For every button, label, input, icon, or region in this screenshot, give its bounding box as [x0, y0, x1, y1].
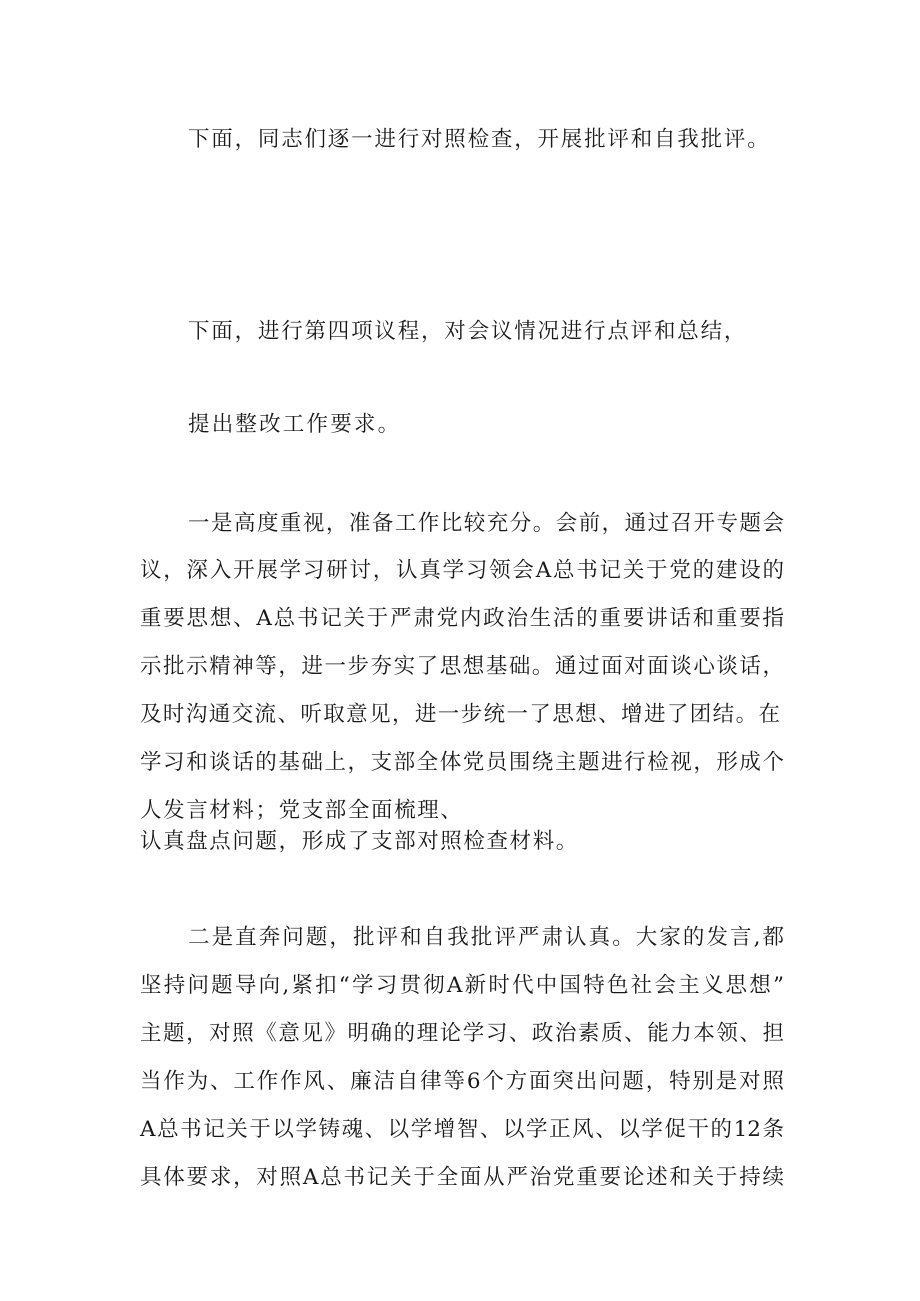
text-line-rectification: 提出整改工作要求。 — [188, 412, 402, 437]
paragraph-line: 具体要求，对照A总书记关于全面从严治党重要论述和关于持续 — [140, 1165, 784, 1190]
paragraph-line: 及时沟通交流、听取意见，进一步统一了思想、增进了团结。在 — [140, 702, 780, 727]
text-line-self-criticism: 下面，同志们逐一进行对照检查，开展批评和自我批评。 — [188, 127, 771, 152]
paragraph-line: 学习和谈话的基础上，支部全体党员围绕主题进行检视，形成个 — [140, 750, 784, 775]
paragraph-line: 坚持问题导向,紧扣“学习贯彻A新时代中国特色社会主义思想” — [140, 973, 784, 998]
paragraph-line: 重要思想、A总书记关于严肃党内政治生活的重要讲话和重要指 — [140, 606, 784, 631]
paragraph-line: 示批示精神等，进一步夯实了思想基础。通过面对面谈心谈话， — [140, 654, 784, 679]
paragraph-line: A总书记关于以学铸魂、以学增智、以学正风、以学促干的12条 — [140, 1117, 784, 1142]
paragraph-line: 人发言材料；党支部全面梳理、 — [140, 798, 464, 823]
paragraph-line: 议，深入开展学习研讨，认真学习领会A总书记关于党的建设的 — [140, 558, 784, 583]
paragraph-line: 一是高度重视，准备工作比较充分。会前，通过召开专题会 — [188, 511, 784, 536]
paragraph-line: 主题，对照《意见》明确的理论学习、政治素质、能力本领、担 — [140, 1021, 784, 1046]
paragraph-line: 当作为、工作作风、廉洁自律等6个方面突出问题，特别是对照 — [140, 1069, 784, 1094]
paragraph-line: 二是直奔问题，批评和自我批评严肃认真。大家的发言,都 — [188, 925, 784, 950]
paragraph-line: 认真盘点问题，形成了支部对照检查材料。 — [140, 829, 579, 854]
text-line-agenda-four: 下面，进行第四项议程，对会议情况进行点评和总结， — [188, 319, 748, 344]
